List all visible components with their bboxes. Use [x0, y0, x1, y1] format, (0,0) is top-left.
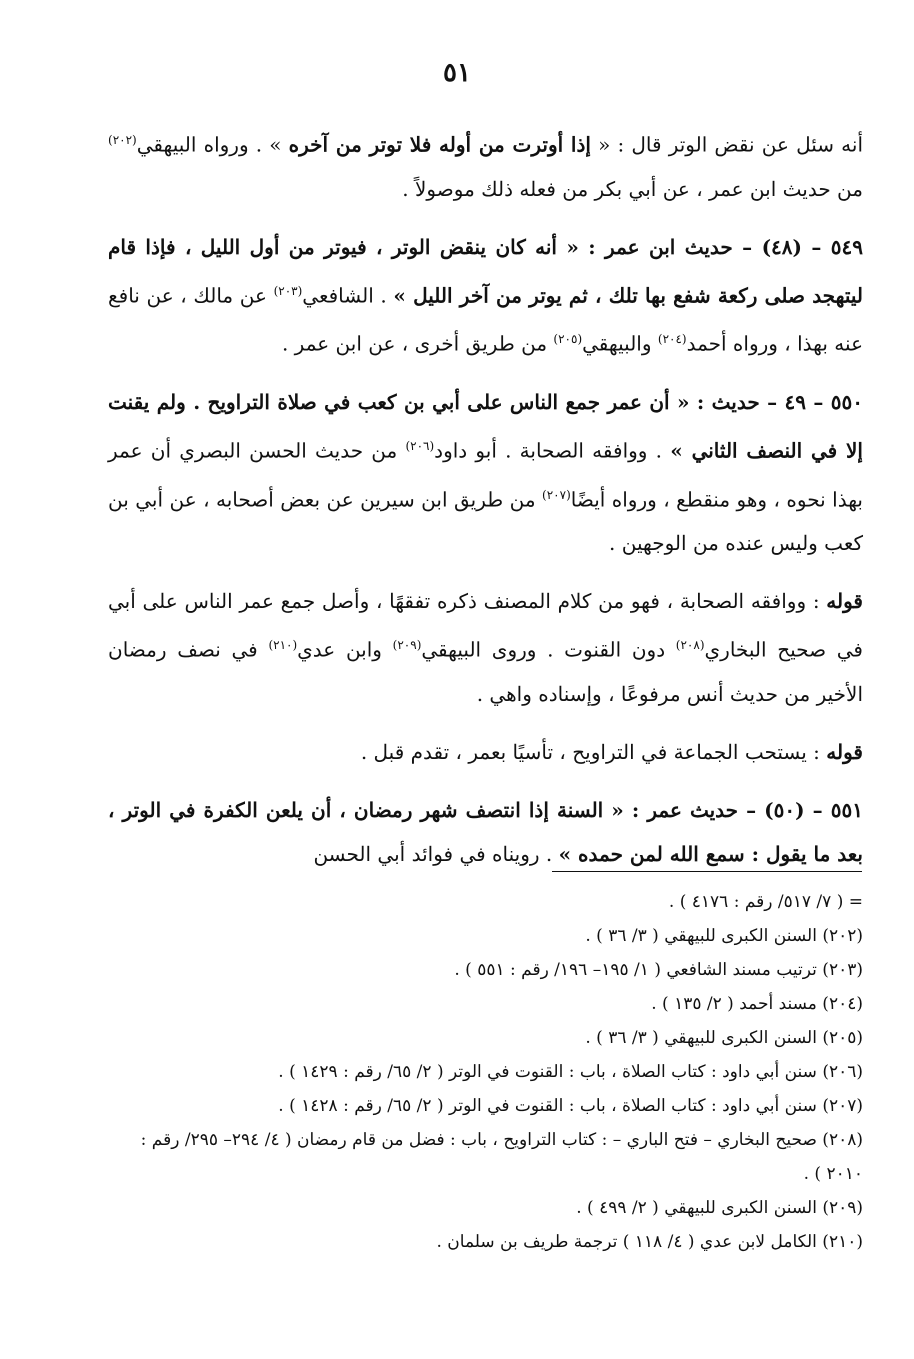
paragraph [108, 380, 863, 565]
page-number: ٥١ [443, 58, 471, 88]
text-run: من حديث الحسن البصري أن عمر بهذا نحوه ، وهو منقطع ، ورواه أيضًا [108, 438, 863, 512]
footnote: (٢٠٤) مسند أحمد ( ٢/ ١٣٥ ) . [651, 994, 863, 1014]
main-text [108, 118, 863, 890]
paragraph [108, 730, 863, 774]
footnote: (٢٠٨) صحيح البخاري – فتح الباري – : كتاب التراويح ، باب : فضل من قام رمضان ( ٤/ ٢٩٤– ٢٩٥/ رقم : ٢٠١٠ ) . [140, 1130, 863, 1184]
paragraph [108, 579, 863, 716]
bold-text: ٥٥١ – (٥٠) – حديث عمر : « السنة إذا انتصف شهر رمضان ، أن يلعن الكفرة في الوتر ، بعد ما يقول : سمع الله لمن حمده » [108, 797, 863, 866]
text-run: عن مالك ، عن نافع عنه بهذا ، ورواه أحمد [108, 283, 863, 356]
footnote-ref: (٢٠٤) [657, 332, 687, 347]
text-run: من طريق أخرى ، عن ابن عمر . [281, 331, 554, 356]
bold-text: ٥٥٠ – ٤٩ – حديث : « أن عمر جمع الناس على أبي بن كعب في صلاة التراويح . ولم يقنت إلا في النصف الثاني » [108, 389, 863, 463]
bold-text: قوله [826, 739, 863, 764]
bold-text: إذا أوترت من أوله فلا توتر من آخره [288, 132, 591, 157]
paragraph [108, 788, 863, 876]
footnote-ref: (٢٠٧) [542, 487, 571, 502]
bold-text: ٥٤٩ – (٤٨) – حديث ابن عمر : « أنه كان ينقض الوتر ، فيوتر من أول الليل ، فإذا قام ليتهجد صلى ركعة شفع بها تلك ، ثم يوتر من آخر الليل » [108, 234, 863, 308]
footnote: (٢٠٢) السنن الكبرى للبيهقي ( ٣/ ٣٦ ) . [585, 926, 863, 946]
text-run: دون القنوت . وروى البيهقي [421, 637, 676, 662]
footnote-separator [552, 871, 862, 872]
text-run: في نصف رمضان الأخير من حديث أنس مرفوعًا ، وإسناده واهي . [108, 637, 863, 706]
footnote: (٢٠٦) سنن أبي داود : كتاب الصلاة ، باب : القنوت في الوتر ( ٢/ ٦٥/ رقم : ١٤٢٩ ) . [278, 1062, 863, 1082]
text-run: والبيهقي [582, 331, 658, 356]
paragraph [108, 225, 863, 366]
footnote: (٢١٠) الكامل لابن عدي ( ٤/ ١١٨ ) ترجمة طريف بن سلمان . [436, 1232, 863, 1252]
bold-text: قوله [826, 589, 863, 614]
paragraph [108, 118, 863, 211]
footnote: (٢٠٩) السنن الكبرى للبيهقي ( ٢/ ٤٩٩ ) . [576, 1198, 863, 1218]
footnote-ref: (٢٠٩) [392, 638, 422, 653]
text-run: : يستحب الجماعة في التراويح ، تأسيًا بعمر ، تقدم قبل . [360, 739, 827, 764]
text-run: : ووافقه الصحابة ، فهو من كلام المصنف ذكره تفقهًا ، وأصل جمع عمر الناس على أبي في صحيح البخاري [108, 589, 863, 662]
footnote-ref: (٢٠٨) [675, 638, 705, 653]
text-run: » . ورواه البيهقي [136, 132, 289, 157]
text-run: وابن عدي [297, 637, 393, 662]
text-run: من طريق ابن سيرين عن بعض أصحابه ، عن أبي بن كعب وليس عنده من الوجهين . [108, 487, 863, 556]
text-run: من حديث ابن عمر ، عن أبي بكر من فعله ذلك موصولاً . [402, 176, 863, 201]
text-run: . رويناه في فوائد أبي الحسن [313, 841, 559, 866]
footnote-ref: (٢١٠) [268, 638, 298, 653]
text-run: . الشافعي [302, 283, 394, 308]
footnote: = ( ٧/ ٥١٧/ رقم : ٤١٧٦ ) . [668, 892, 863, 912]
text-run: . ووافقه الصحابة . أبو داود [434, 438, 671, 463]
footnote-ref: (٢٠٢) [108, 133, 137, 147]
footnote: (٢٠٥) السنن الكبرى للبيهقي ( ٣/ ٣٦ ) . [585, 1028, 863, 1048]
footnote-ref: (٢٠٣) [273, 283, 303, 298]
footnote-ref: (٢٠٥) [553, 332, 583, 347]
footnote: (٢٠٣) ترتيب مسند الشافعي ( ١/ ١٩٥– ١٩٦/ رقم : ٥٥١ ) . [454, 960, 863, 980]
footnotes [108, 885, 863, 1259]
footnote-ref: (٢٠٦) [405, 438, 435, 453]
text-run: أنه سئل عن نقض الوتر قال : « [590, 132, 863, 157]
footnote: (٢٠٧) سنن أبي داود : كتاب الصلاة ، باب : القنوت في الوتر ( ٢/ ٦٥/ رقم : ١٤٢٨ ) . [278, 1096, 863, 1116]
